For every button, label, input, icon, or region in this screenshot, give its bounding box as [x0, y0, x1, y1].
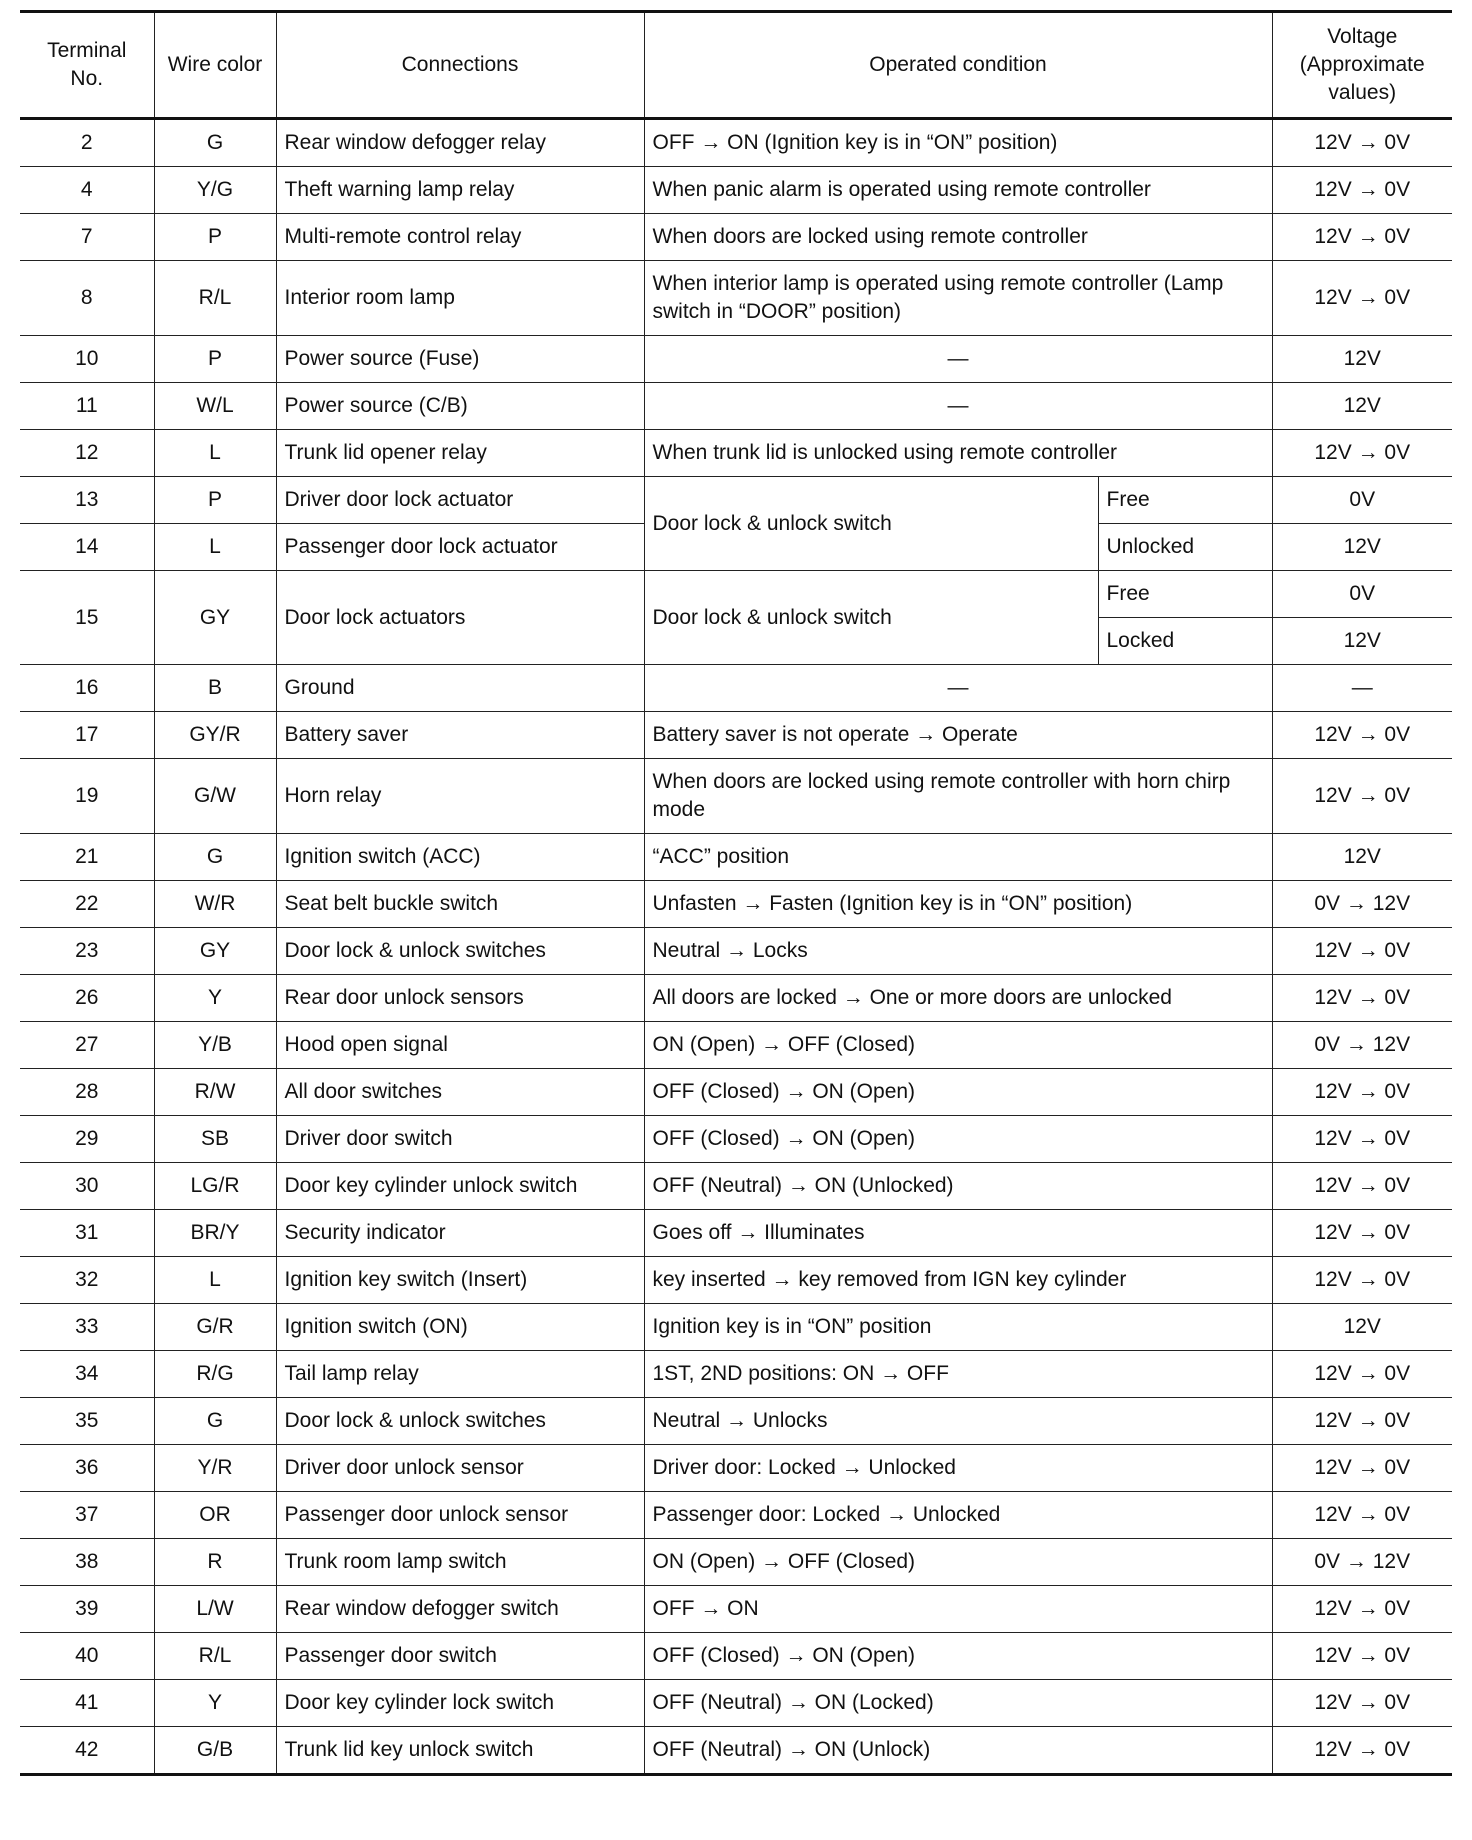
table-row [20, 1680, 1452, 1727]
wire-color-cell: LG/R [154, 1163, 276, 1210]
terminal-number-cell: 32 [20, 1257, 154, 1304]
connection-cell: Seat belt buckle switch [276, 881, 644, 928]
terminal-number-cell: 42 [20, 1727, 154, 1775]
terminal-voltage-table [20, 10, 1452, 1776]
voltage-cell: 12V → 0V [1272, 1492, 1452, 1539]
wire-color-cell: L [154, 1257, 276, 1304]
connection-cell: Trunk lid key unlock switch [276, 1727, 644, 1775]
wire-color-cell: B [154, 665, 276, 712]
terminal-number-cell: 29 [20, 1116, 154, 1163]
connection-cell: Battery saver [276, 712, 644, 759]
connection-cell: Ignition switch (ACC) [276, 834, 644, 881]
voltage-cell: 0V [1272, 571, 1452, 618]
terminal-number-cell: 28 [20, 1069, 154, 1116]
voltage-cell: 12V → 0V [1272, 430, 1452, 477]
operated-condition-cell: OFF (Closed) → ON (Open) [644, 1633, 1272, 1680]
operated-condition-cell: Neutral → Locks [644, 928, 1272, 975]
connection-cell: Door lock & unlock switches [276, 928, 644, 975]
connection-cell: Door key cylinder unlock switch [276, 1163, 644, 1210]
voltage-cell: 12V → 0V [1272, 928, 1452, 975]
connection-cell: Driver door switch [276, 1116, 644, 1163]
connection-cell: Driver door unlock sensor [276, 1445, 644, 1492]
wire-color-cell: L [154, 524, 276, 571]
connection-cell: All door switches [276, 1069, 644, 1116]
terminal-number-cell: 34 [20, 1351, 154, 1398]
table-row [20, 477, 1452, 524]
voltage-cell: 12V [1272, 618, 1452, 665]
table-row [20, 167, 1452, 214]
wire-color-cell: R/G [154, 1351, 276, 1398]
connection-cell: Driver door lock actuator [276, 477, 644, 524]
operated-condition-cell: — [644, 665, 1272, 712]
connection-cell: Rear door unlock sensors [276, 975, 644, 1022]
table-row [20, 975, 1452, 1022]
terminal-number-cell: 26 [20, 975, 154, 1022]
terminal-number-cell: 12 [20, 430, 154, 477]
table-row [20, 383, 1452, 430]
voltage-cell: 12V → 0V [1272, 1163, 1452, 1210]
voltage-cell: 12V → 0V [1272, 1257, 1452, 1304]
switch-state-cell: Locked [1098, 618, 1272, 665]
terminal-number-cell: 31 [20, 1210, 154, 1257]
operated-condition-cell: Unfasten → Fasten (Ignition key is in “ON” position) [644, 881, 1272, 928]
wire-color-cell: Y [154, 1680, 276, 1727]
table-row [20, 214, 1452, 261]
voltage-cell: 12V [1272, 1304, 1452, 1351]
switch-state-cell: Unlocked [1098, 524, 1272, 571]
connection-cell: Power source (C/B) [276, 383, 644, 430]
connection-cell: Tail lamp relay [276, 1351, 644, 1398]
voltage-cell: 12V → 0V [1272, 1116, 1452, 1163]
operated-condition-cell: OFF (Closed) → ON (Open) [644, 1116, 1272, 1163]
voltage-cell: 12V → 0V [1272, 261, 1452, 336]
connection-cell: Door lock actuators [276, 571, 644, 665]
terminal-number-cell: 21 [20, 834, 154, 881]
wire-color-cell: GY [154, 928, 276, 975]
voltage-cell: 12V → 0V [1272, 1398, 1452, 1445]
terminal-number-cell: 19 [20, 759, 154, 834]
voltage-cell: 0V → 12V [1272, 881, 1452, 928]
voltage-cell: 0V → 12V [1272, 1022, 1452, 1069]
operated-condition-cell: ON (Open) → OFF (Closed) [644, 1022, 1272, 1069]
operated-condition-cell: 1ST, 2ND positions: ON → OFF [644, 1351, 1272, 1398]
wire-color-cell: Y/G [154, 167, 276, 214]
terminal-number-cell: 16 [20, 665, 154, 712]
wire-color-cell: R/L [154, 261, 276, 336]
table-row [20, 1163, 1452, 1210]
wire-color-cell: Y [154, 975, 276, 1022]
wire-color-cell: Y/R [154, 1445, 276, 1492]
voltage-cell: 12V → 0V [1272, 1727, 1452, 1775]
wire-color-cell: P [154, 336, 276, 383]
wire-color-cell: OR [154, 1492, 276, 1539]
voltage-cell: 12V → 0V [1272, 1633, 1452, 1680]
table-row [20, 1257, 1452, 1304]
terminal-number-cell: 2 [20, 119, 154, 167]
terminal-number-cell: 15 [20, 571, 154, 665]
wire-color-cell: GY [154, 571, 276, 665]
table-row [20, 712, 1452, 759]
terminal-number-cell: 4 [20, 167, 154, 214]
operated-condition-cell: OFF (Neutral) → ON (Unlock) [644, 1727, 1272, 1775]
table-row [20, 261, 1452, 336]
voltage-cell: 12V → 0V [1272, 975, 1452, 1022]
table-row [20, 119, 1452, 167]
wire-color-cell: G [154, 834, 276, 881]
connection-cell: Door lock & unlock switches [276, 1398, 644, 1445]
terminal-number-cell: 27 [20, 1022, 154, 1069]
terminal-voltage-table-sheet [20, 10, 1452, 1776]
connection-cell: Rear window defogger switch [276, 1586, 644, 1633]
terminal-number-cell: 39 [20, 1586, 154, 1633]
wire-color-cell: L [154, 430, 276, 477]
terminal-number-cell: 40 [20, 1633, 154, 1680]
connection-cell: Power source (Fuse) [276, 336, 644, 383]
connection-cell: Rear window defogger relay [276, 119, 644, 167]
operated-condition-cell: When interior lamp is operated using remote controller (Lamp switch in “DOOR” position) [644, 261, 1272, 336]
header-operated-condition: Operated condition [644, 12, 1272, 119]
table-row [20, 928, 1452, 975]
operated-condition-cell: Driver door: Locked → Unlocked [644, 1445, 1272, 1492]
operated-condition-cell: — [644, 336, 1272, 383]
connection-cell: Ignition key switch (Insert) [276, 1257, 644, 1304]
operated-condition-cell: When doors are locked using remote controller with horn chirp mode [644, 759, 1272, 834]
terminal-number-cell: 38 [20, 1539, 154, 1586]
table-row [20, 1304, 1452, 1351]
voltage-cell: 12V → 0V [1272, 167, 1452, 214]
switch-state-cell: Free [1098, 477, 1272, 524]
operated-condition-cell: When trunk lid is unlocked using remote controller [644, 430, 1272, 477]
table-row [20, 336, 1452, 383]
table-row [20, 1398, 1452, 1445]
table-row [20, 571, 1452, 618]
connection-cell: Ground [276, 665, 644, 712]
connection-cell: Passenger door switch [276, 1633, 644, 1680]
operated-condition-cell: ON (Open) → OFF (Closed) [644, 1539, 1272, 1586]
wire-color-cell: SB [154, 1116, 276, 1163]
terminal-number-cell: 11 [20, 383, 154, 430]
operated-condition-cell: Passenger door: Locked → Unlocked [644, 1492, 1272, 1539]
header-connections: Connections [276, 12, 644, 119]
table-row [20, 1539, 1452, 1586]
terminal-number-cell: 14 [20, 524, 154, 571]
voltage-cell: 12V → 0V [1272, 1351, 1452, 1398]
voltage-cell: 12V → 0V [1272, 712, 1452, 759]
operated-condition-cell: Ignition key is in “ON” position [644, 1304, 1272, 1351]
terminal-number-cell: 37 [20, 1492, 154, 1539]
operated-condition-cell: OFF (Neutral) → ON (Unlocked) [644, 1163, 1272, 1210]
voltage-cell: 12V → 0V [1272, 1445, 1452, 1492]
operated-condition-cell: — [644, 383, 1272, 430]
connection-cell: Door key cylinder lock switch [276, 1680, 644, 1727]
operated-condition-cell: OFF (Closed) → ON (Open) [644, 1069, 1272, 1116]
terminal-number-cell: 13 [20, 477, 154, 524]
operated-condition-cell: key inserted → key removed from IGN key cylinder [644, 1257, 1272, 1304]
connection-cell: Passenger door lock actuator [276, 524, 644, 571]
wire-color-cell: R [154, 1539, 276, 1586]
voltage-cell: 12V → 0V [1272, 1680, 1452, 1727]
table-row [20, 1069, 1452, 1116]
voltage-cell: 12V [1272, 834, 1452, 881]
terminal-number-cell: 33 [20, 1304, 154, 1351]
connection-cell: Trunk room lamp switch [276, 1539, 644, 1586]
connection-cell: Hood open signal [276, 1022, 644, 1069]
voltage-cell: 12V → 0V [1272, 119, 1452, 167]
connection-cell: Theft warning lamp relay [276, 167, 644, 214]
header-voltage: Voltage (Approximate values) [1272, 12, 1452, 119]
table-row [20, 1727, 1452, 1775]
terminal-number-cell: 35 [20, 1398, 154, 1445]
wire-color-cell: P [154, 477, 276, 524]
table-row [20, 1116, 1452, 1163]
switch-state-cell: Free [1098, 571, 1272, 618]
operated-condition-cell: Goes off → Illuminates [644, 1210, 1272, 1257]
table-row [20, 430, 1452, 477]
table-row [20, 1492, 1452, 1539]
voltage-cell: — [1272, 665, 1452, 712]
table-row [20, 1586, 1452, 1633]
table-row [20, 881, 1452, 928]
operated-condition-cell: When panic alarm is operated using remote controller [644, 167, 1272, 214]
wire-color-cell: G [154, 119, 276, 167]
operated-condition-cell: When doors are locked using remote controller [644, 214, 1272, 261]
connection-cell: Horn relay [276, 759, 644, 834]
wire-color-cell: G [154, 1398, 276, 1445]
operated-condition-cell: All doors are locked → One or more doors are unlocked [644, 975, 1272, 1022]
wire-color-cell: P [154, 214, 276, 261]
wire-color-cell: R/L [154, 1633, 276, 1680]
header-terminal: Terminal No. [20, 12, 154, 119]
table-row [20, 1445, 1452, 1492]
operated-condition-cell: OFF (Neutral) → ON (Locked) [644, 1680, 1272, 1727]
wire-color-cell: R/W [154, 1069, 276, 1116]
voltage-cell: 12V → 0V [1272, 214, 1452, 261]
terminal-number-cell: 10 [20, 336, 154, 383]
wire-color-cell: BR/Y [154, 1210, 276, 1257]
terminal-number-cell: 17 [20, 712, 154, 759]
voltage-cell: 12V → 0V [1272, 1586, 1452, 1633]
wire-color-cell: G/R [154, 1304, 276, 1351]
wire-color-cell: L/W [154, 1586, 276, 1633]
voltage-cell: 12V → 0V [1272, 1210, 1452, 1257]
table-row [20, 834, 1452, 881]
operated-condition-cell: Door lock & unlock switch [644, 477, 1098, 571]
wire-color-cell: G/B [154, 1727, 276, 1775]
table-row [20, 1022, 1452, 1069]
operated-condition-cell: OFF → ON (Ignition key is in “ON” position) [644, 119, 1272, 167]
wire-color-cell: GY/R [154, 712, 276, 759]
operated-condition-cell: OFF → ON [644, 1586, 1272, 1633]
connection-cell: Ignition switch (ON) [276, 1304, 644, 1351]
wire-color-cell: Y/B [154, 1022, 276, 1069]
table-row [20, 1633, 1452, 1680]
voltage-cell: 12V [1272, 383, 1452, 430]
terminal-number-cell: 22 [20, 881, 154, 928]
terminal-number-cell: 30 [20, 1163, 154, 1210]
voltage-cell: 12V → 0V [1272, 759, 1452, 834]
operated-condition-cell: Neutral → Unlocks [644, 1398, 1272, 1445]
terminal-number-cell: 41 [20, 1680, 154, 1727]
terminal-number-cell: 36 [20, 1445, 154, 1492]
wire-color-cell: W/R [154, 881, 276, 928]
terminal-number-cell: 7 [20, 214, 154, 261]
voltage-cell: 12V → 0V [1272, 1069, 1452, 1116]
voltage-cell: 0V → 12V [1272, 1539, 1452, 1586]
operated-condition-cell: Battery saver is not operate → Operate [644, 712, 1272, 759]
connection-cell: Security indicator [276, 1210, 644, 1257]
wire-color-cell: W/L [154, 383, 276, 430]
connection-cell: Trunk lid opener relay [276, 430, 644, 477]
table-row [20, 1210, 1452, 1257]
operated-condition-cell: Door lock & unlock switch [644, 571, 1098, 665]
header-row [20, 12, 1452, 119]
voltage-cell: 0V [1272, 477, 1452, 524]
terminal-number-cell: 8 [20, 261, 154, 336]
connection-cell: Interior room lamp [276, 261, 644, 336]
table-row [20, 665, 1452, 712]
terminal-number-cell: 23 [20, 928, 154, 975]
operated-condition-cell: “ACC” position [644, 834, 1272, 881]
connection-cell: Multi-remote control relay [276, 214, 644, 261]
wire-color-cell: G/W [154, 759, 276, 834]
table-row [20, 759, 1452, 834]
voltage-cell: 12V [1272, 336, 1452, 383]
voltage-cell: 12V [1272, 524, 1452, 571]
connection-cell: Passenger door unlock sensor [276, 1492, 644, 1539]
table-row [20, 1351, 1452, 1398]
header-wire-color: Wire color [154, 12, 276, 119]
